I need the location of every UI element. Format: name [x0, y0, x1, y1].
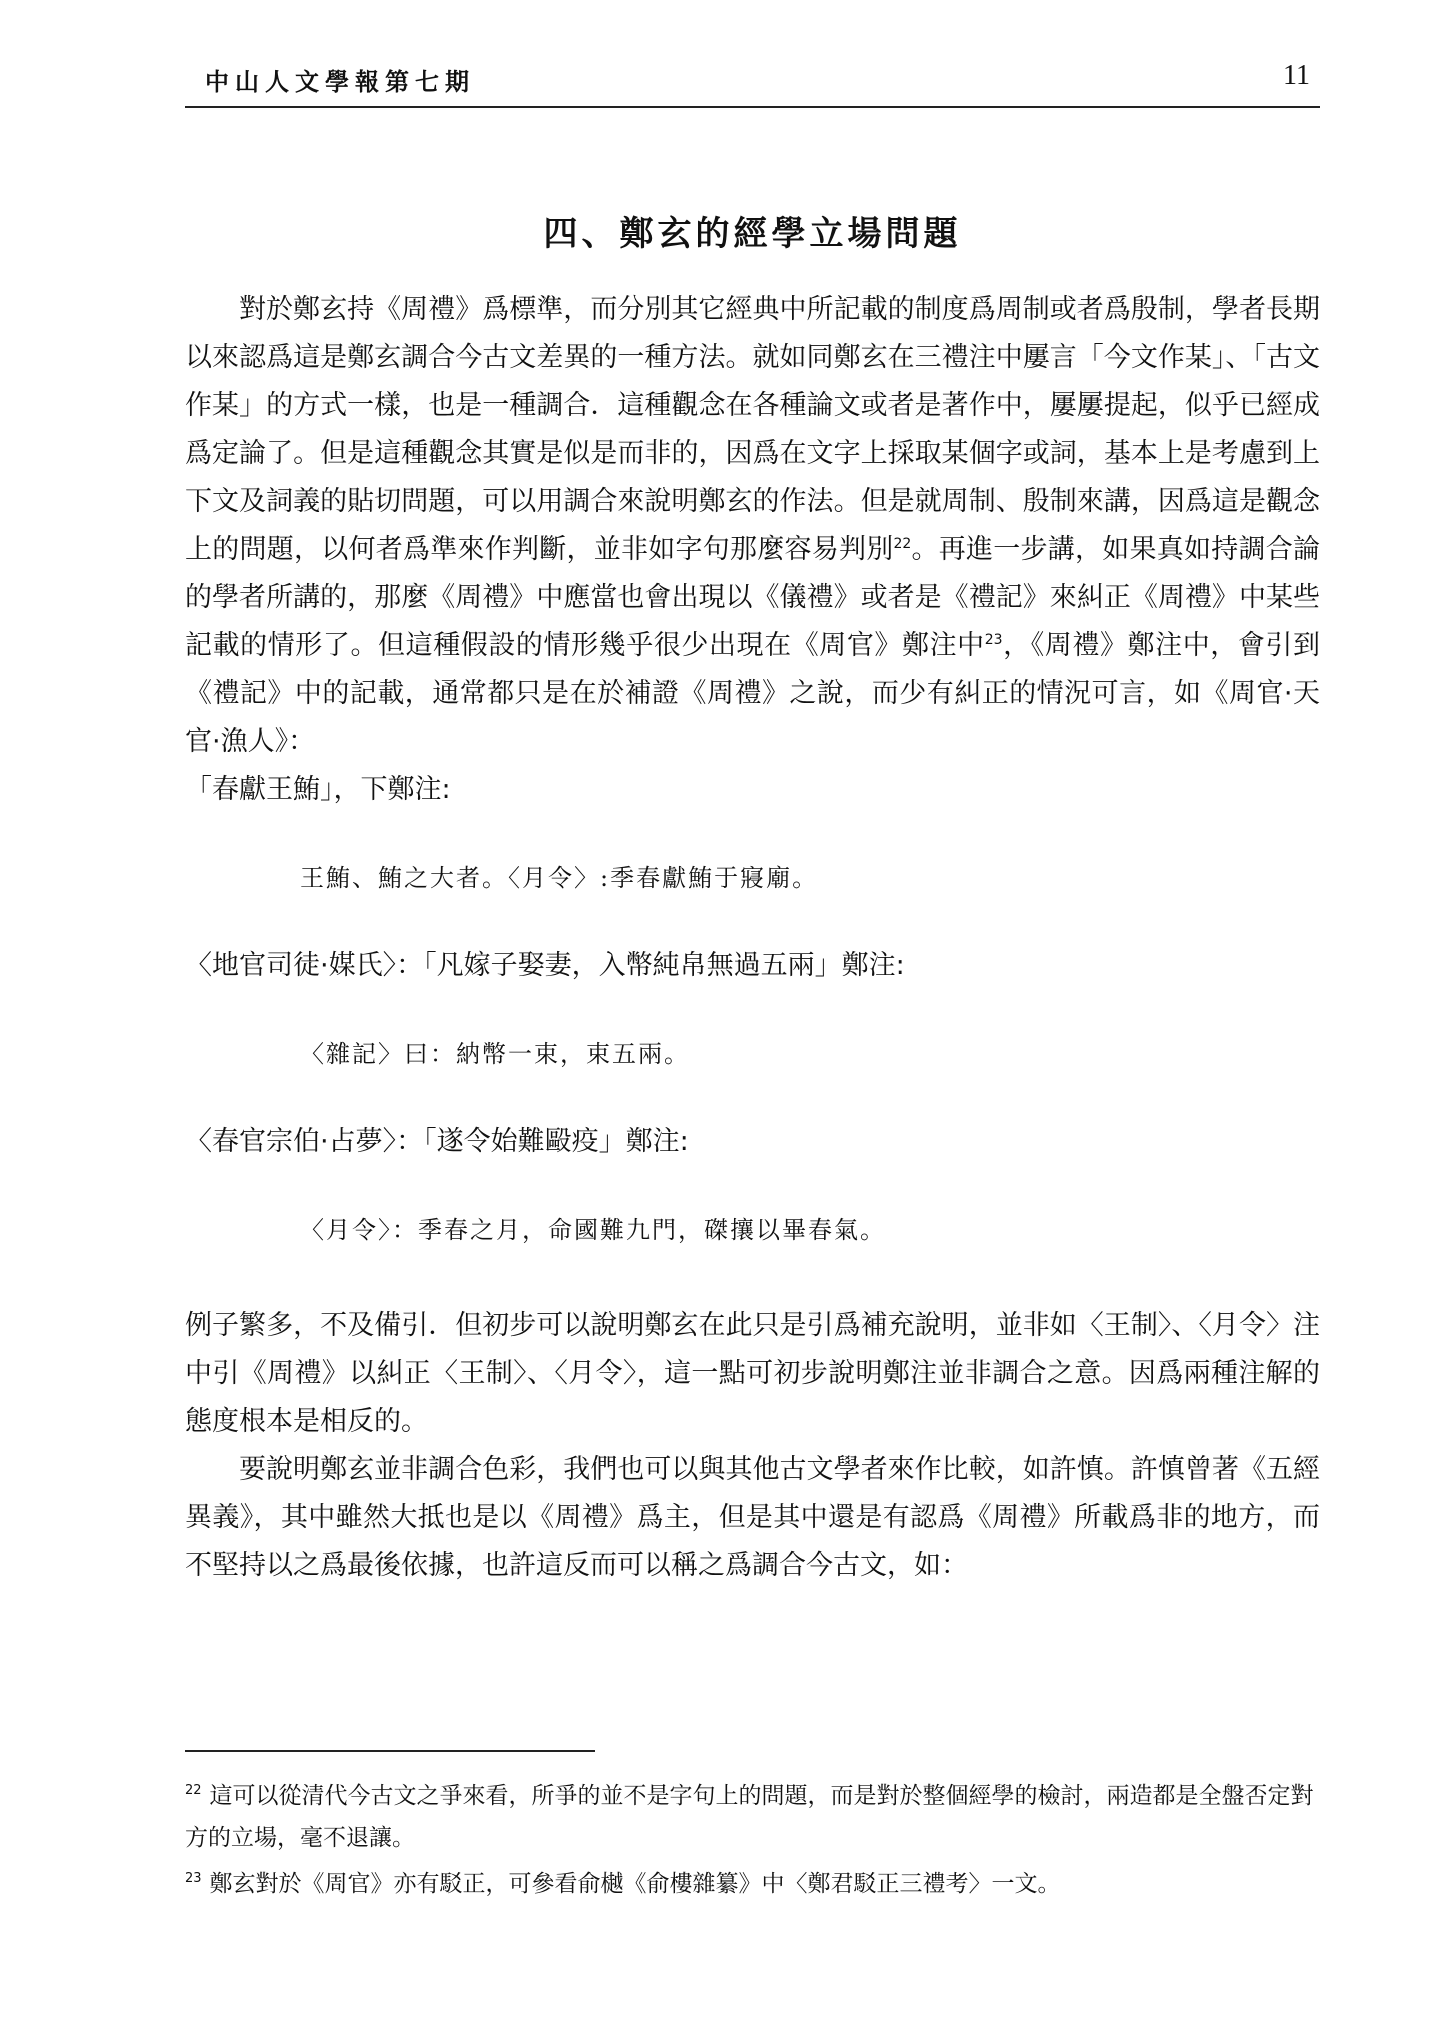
paragraph-1-part-a: 對於鄭玄持《周禮》爲標準，而分別其它經典中所記載的制度爲周制或者爲殷制，學者長期以來認爲這是鄭玄調合今古文差異的一種方法。就如同鄭玄在三禮注中屢言「今文作某」、「古文作某」的方式一樣，也是一種調合．這種觀念在各種論文或者是著作中，屢屢提起，似乎已經成爲定論了。但是這種觀念其實是似是而非的，因爲在文字上採取某個字或詞，基本上是考慮到上下文及詞義的貼切問題，可以用調合來說明鄭玄的作法。但是就周制、殷制來講，因爲這是觀念上的問題，以何者爲準來作判斷，並非如字句那麼容易判別: [185, 294, 1320, 565]
footnote-text: 鄭玄對於《周官》亦有駁正，可參看俞樾《俞樓雜纂》中〈鄭君駁正三禮考〉一文。: [209, 1871, 1061, 1897]
footnote-ref-23[interactable]: 23: [984, 632, 1003, 648]
example-1-intro: 「春獻王鮪」，下鄭注:: [185, 774, 451, 805]
footnote-ref-22[interactable]: 22: [893, 536, 912, 552]
footnote-23: [185, 1863, 1320, 1905]
example-3-intro: 〈春官宗伯·占夢〉：「遂令始難毆疫」鄭注:: [185, 1126, 689, 1157]
example-1-quote: 王鮪、鮪之大者。〈月令〉:季春獻鮪于寢廟。: [300, 864, 819, 892]
footnote-22: [185, 1775, 1320, 1859]
spacer: [185, 814, 1320, 854]
example-3-quote: 〈月令〉：季春之月，命國難九門，磔攘以畢春氣。: [300, 1216, 886, 1244]
paragraph-3: 要說明鄭玄並非調合色彩，我們也可以與其他古文學者來作比較，如許慎。許慎曾著《五經異義》，其中雖然大抵也是以《周禮》爲主，但是其中還是有認爲《周禮》所載爲非的地方，而不堅持以之爲最後依據，也許這反而可以稱之爲調合今古文，如：: [185, 1454, 1320, 1581]
spacer: [185, 902, 1320, 942]
footnote-divider: [185, 1750, 595, 1752]
spacer: [185, 1166, 1320, 1206]
spacer: [185, 1254, 1320, 1302]
paragraph-1-part-c: ，《周禮》鄭注中，會引到《禮記》中的記載，通常都只是在於補證《周禮》之說，而少有糾正的情況可言，如《周官·天官·漁人》：: [185, 630, 1321, 757]
footnote-text: 這可以從清代今古文之爭來看，所爭的並不是字句上的問題，而是對於整個經學的檢討，兩造都是全盤否定對方的立場，毫不退讓。: [185, 1783, 1314, 1851]
journal-title: 中山人文學報第七期: [205, 67, 475, 96]
footnote-number: 23: [185, 1871, 202, 1887]
footnotes: [185, 1775, 1320, 1909]
page-header: [185, 58, 1320, 108]
page-number: 11: [1283, 60, 1310, 91]
spacer: [185, 990, 1320, 1030]
footnote-number: 22: [185, 1783, 202, 1799]
example-2-intro: 〈地官司徒·媒氏〉：「凡嫁子娶妻，入幣純帛無過五兩」鄭注:: [185, 950, 905, 981]
paragraph-1: [185, 286, 1320, 766]
example-2-quote: 〈雜記〉曰：納幣一束，束五兩。: [300, 1040, 690, 1068]
section-heading: 四、鄭玄的經學立場問題: [543, 214, 962, 254]
paragraph-1-part-b: 。再進一步講，如果真如持調合論的學者所講的，那麼《周禮》中應當也會出現以《儀禮》或者是《禮記》來糾正《周禮》中某些記載的情形了。但這種假設的情形幾乎很少出現在《周官》鄭注中: [185, 534, 1321, 661]
body-text: [185, 286, 1320, 1590]
paragraph-2: 例子繁多，不及備引．但初步可以說明鄭玄在此只是引爲補充說明，並非如〈王制〉、〈月令〉注中引《周禮》以糾正〈王制〉、〈月令〉，這一點可初步說明鄭注並非調合之意。因爲兩種注解的態度根本是相反的。: [185, 1310, 1320, 1437]
spacer: [185, 1078, 1320, 1118]
